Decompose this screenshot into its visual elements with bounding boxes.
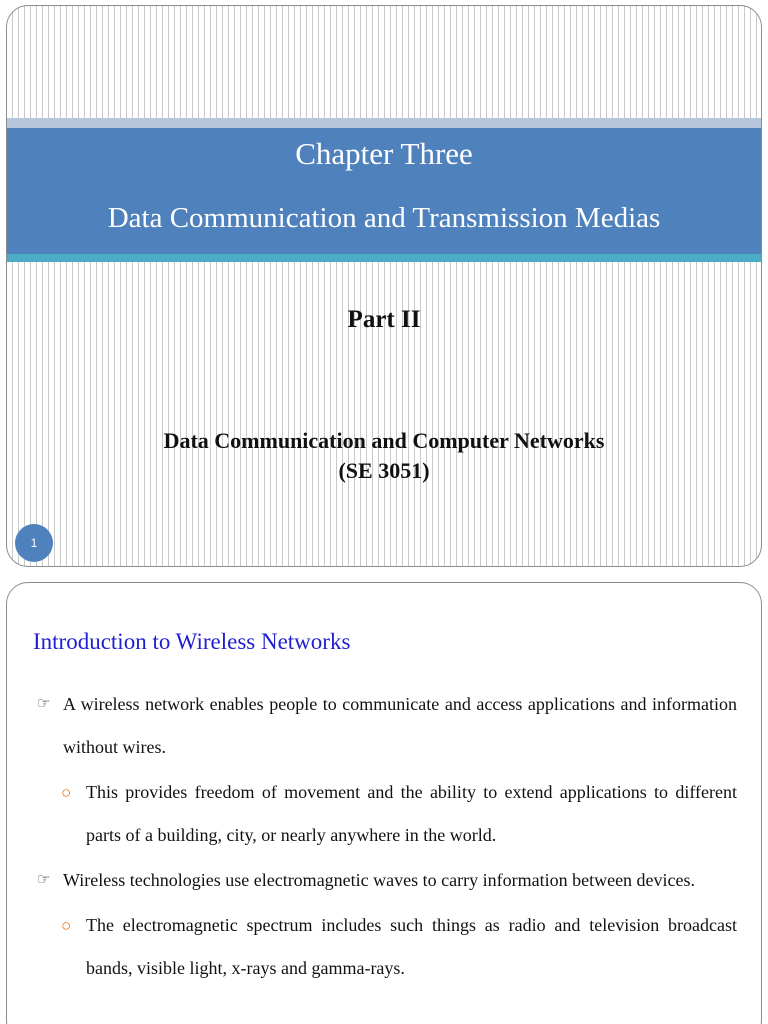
chapter-subtitle: Data Communication and Transmission Medias	[107, 202, 661, 234]
circle-bullet-icon: ○	[61, 783, 72, 802]
title-band	[7, 128, 761, 254]
bullet-item	[37, 683, 737, 769]
course-code: (SE 3051)	[338, 458, 430, 483]
course-info	[7, 426, 761, 486]
bottom-accent-strip	[7, 254, 761, 262]
slide-heading: Introduction to Wireless Networks	[33, 629, 351, 654]
part-label: Part II	[347, 306, 421, 333]
bullet-list	[37, 683, 737, 990]
course-name: Data Communication and Computer Networks	[163, 428, 605, 453]
pointing-hand-icon: ☞	[37, 872, 51, 888]
bullet-text: Wireless technologies use electromagnetic waves to carry information between devices.	[63, 870, 696, 890]
content-slide	[6, 582, 762, 1024]
sub-bullet-text: The electromagnetic spectrum includes such things as radio and television broadcast bands, visible light, x-rays and gamma-rays.	[86, 915, 737, 978]
sub-bullet-text: This provides freedom of movement and the ability to extend applications to different parts of a building, city, or nearly anywhere in the world.	[86, 782, 737, 845]
title-slide	[6, 5, 762, 567]
pointing-hand-icon: ☞	[37, 696, 51, 712]
bullet-text: A wireless network enables people to communicate and access applications and information without wires.	[63, 694, 737, 757]
sub-bullet-item	[61, 771, 737, 857]
chapter-title: Chapter Three	[295, 136, 473, 171]
bullet-item	[37, 859, 737, 902]
slide-number-badge: 1	[15, 524, 53, 562]
circle-bullet-icon: ○	[61, 916, 72, 935]
top-accent-strip	[7, 118, 761, 128]
sub-bullet-item	[61, 904, 737, 990]
